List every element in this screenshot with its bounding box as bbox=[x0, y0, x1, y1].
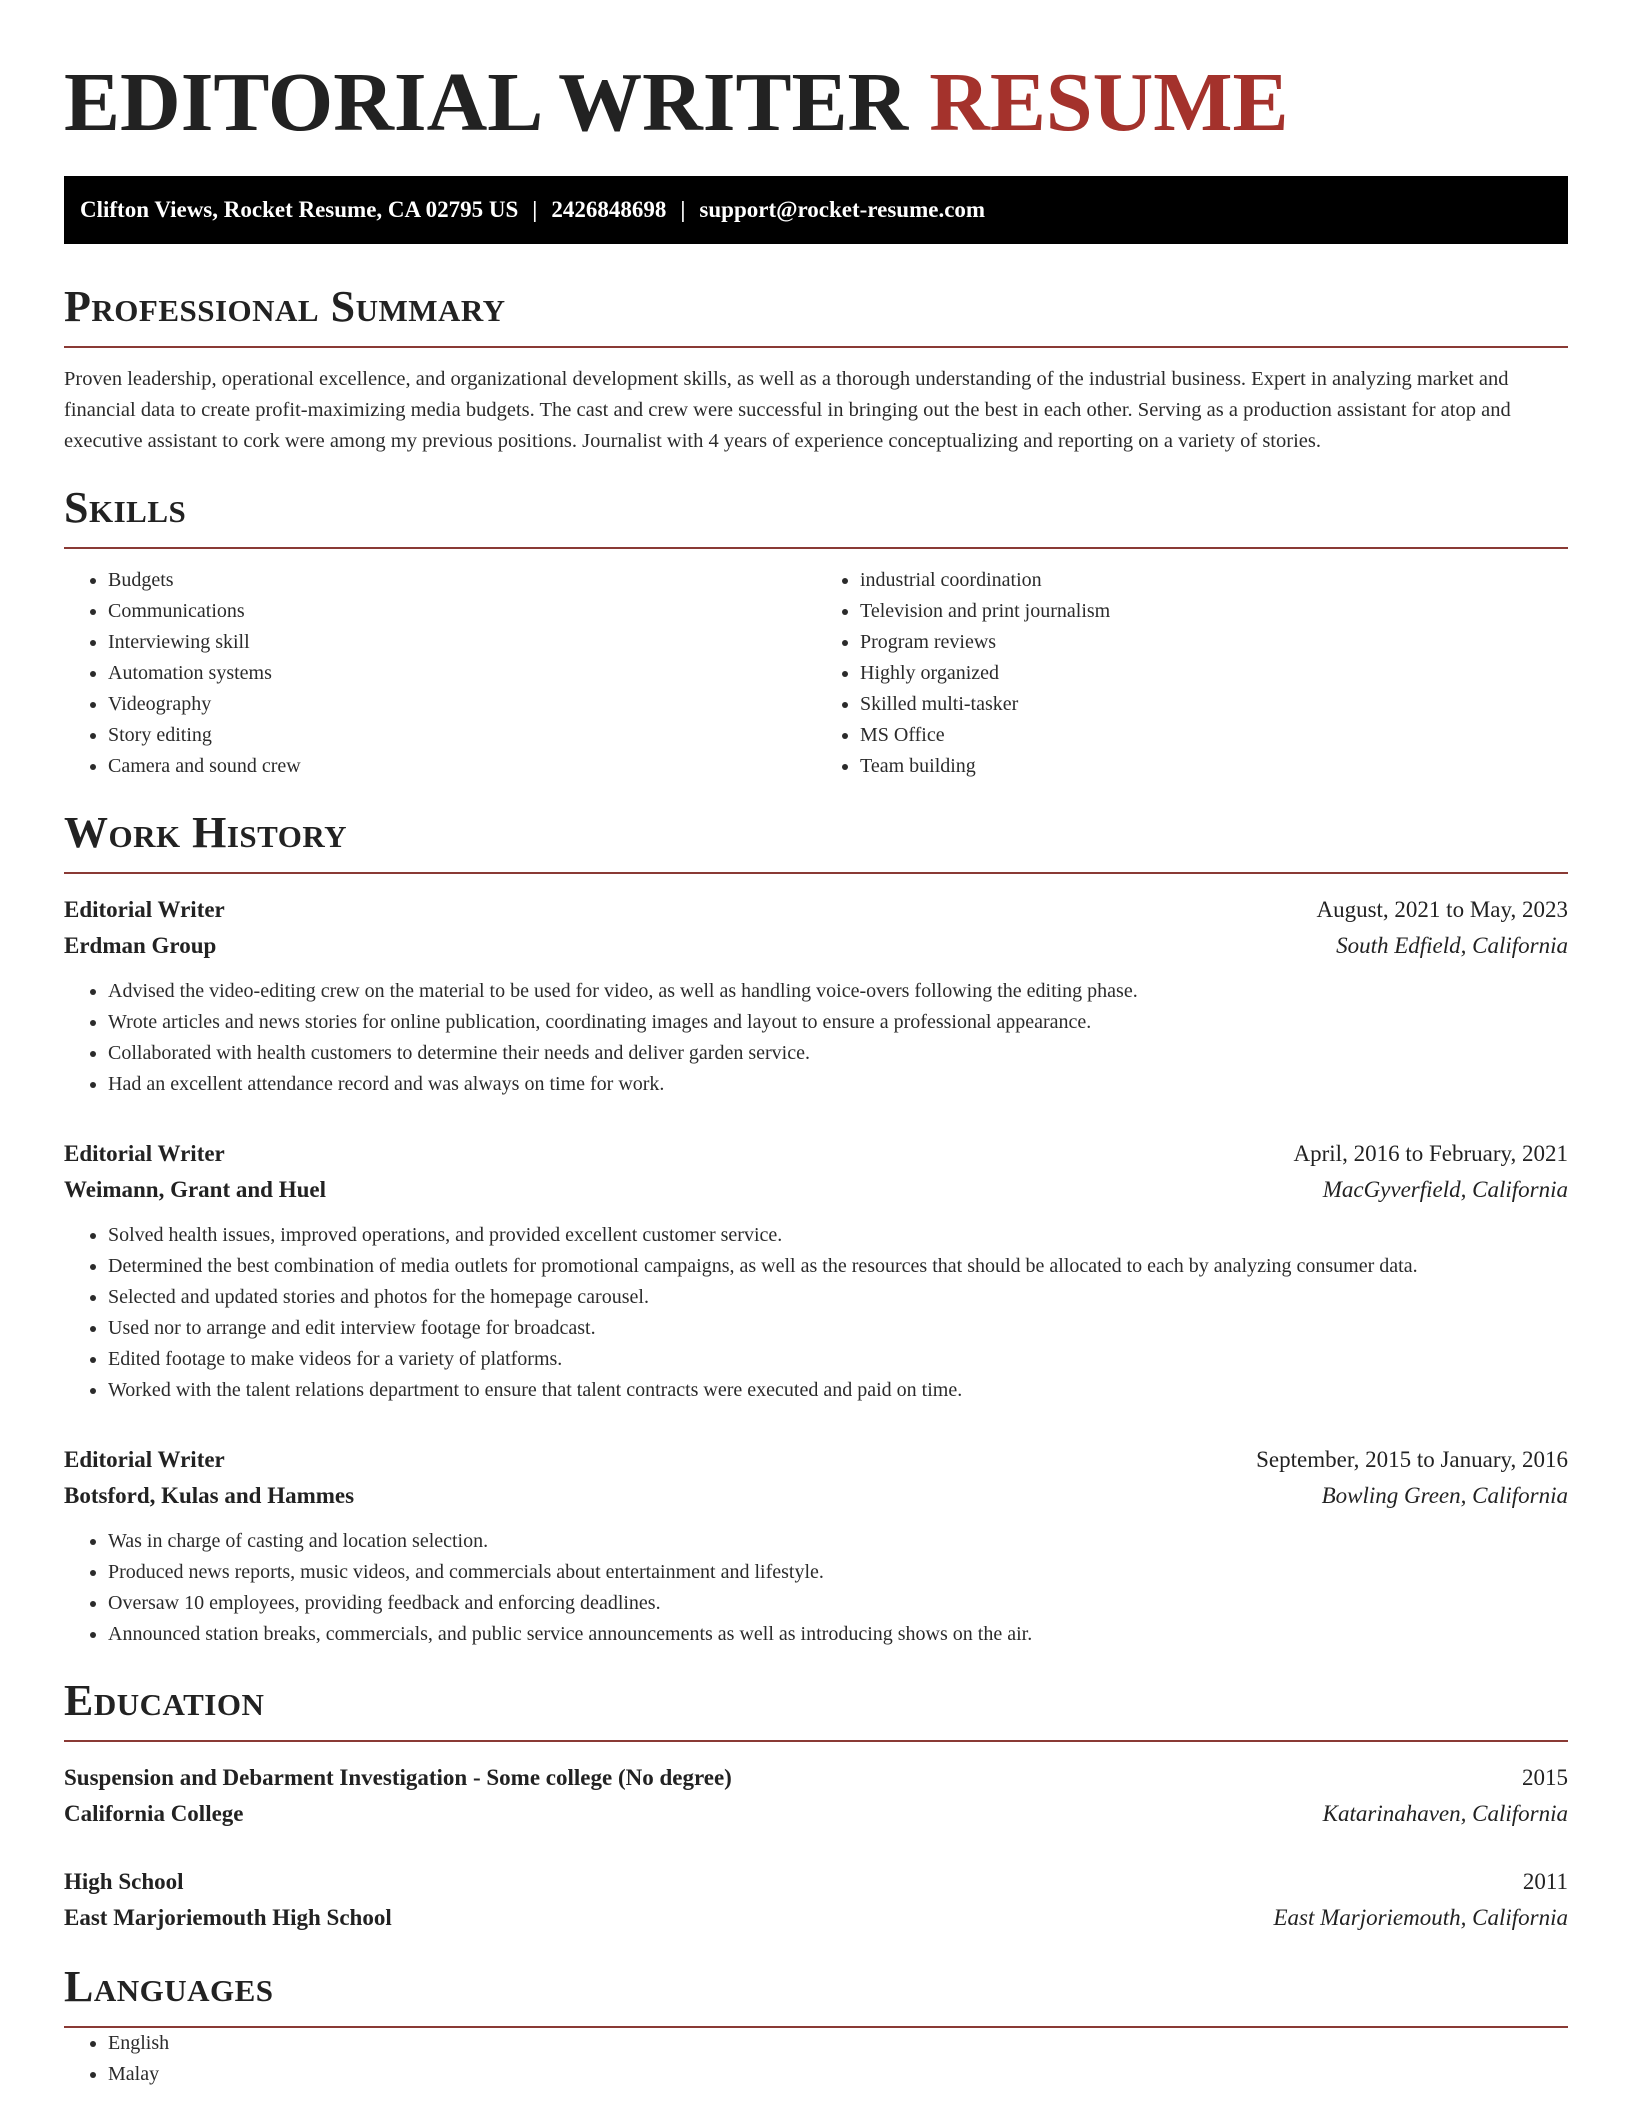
skills-list-right bbox=[816, 565, 1568, 782]
skill-item: • Budgets bbox=[108, 565, 816, 596]
skill-item: • industrial coordination bbox=[860, 565, 1568, 596]
job-bullet: • Collaborated with health customers to determine their needs and deliver garden service. bbox=[108, 1038, 1568, 1069]
job-bullet: • Was in charge of casting and location selection. bbox=[108, 1526, 1568, 1557]
job-bullet: • Selected and updated stories and photos for the homepage carousel. bbox=[108, 1282, 1568, 1313]
resume-title bbox=[64, 0, 1568, 176]
job-bullet: • Used nor to arrange and edit interview footage for broadcast. bbox=[108, 1313, 1568, 1344]
education-degree-row bbox=[64, 1864, 1568, 1900]
language-item: • English bbox=[108, 2028, 1568, 2059]
job-title-row bbox=[64, 1442, 1568, 1478]
education-entry bbox=[64, 1864, 1568, 1936]
section-heading-education: Education bbox=[64, 1676, 1568, 1742]
job-bullet: • Oversaw 10 employees, providing feedback and enforcing deadlines. bbox=[108, 1588, 1568, 1619]
skills-columns bbox=[64, 565, 1568, 782]
job-entry bbox=[64, 892, 1568, 1100]
education-school-row bbox=[64, 1900, 1568, 1936]
job-company-row bbox=[64, 1478, 1568, 1514]
job-company-row bbox=[64, 928, 1568, 964]
job-company: Erdman Group bbox=[64, 933, 217, 958]
contact-separator: | bbox=[680, 197, 686, 222]
education-degree: High School bbox=[64, 1869, 184, 1894]
job-dates: August, 2021 to May, 2023 bbox=[1316, 897, 1568, 922]
contact-email: support@rocket-resume.com bbox=[699, 197, 986, 222]
education-degree-row bbox=[64, 1760, 1568, 1796]
job-company: Botsford, Kulas and Hammes bbox=[64, 1483, 355, 1508]
job-dates: September, 2015 to January, 2016 bbox=[1256, 1447, 1568, 1472]
education-year: 2015 bbox=[1522, 1765, 1568, 1790]
job-location: South Edfield, California bbox=[1336, 933, 1568, 958]
contact-address: Clifton Views, Rocket Resume, CA 02795 US bbox=[80, 197, 519, 222]
section-heading-skills: Skills bbox=[64, 483, 1568, 549]
skill-item: • Program reviews bbox=[860, 627, 1568, 658]
contact-separator: | bbox=[532, 197, 538, 222]
education-location: East Marjoriemouth, California bbox=[1273, 1905, 1568, 1930]
education-school-row bbox=[64, 1796, 1568, 1832]
job-bullet: • Had an excellent attendance record and was always on time for work. bbox=[108, 1069, 1568, 1100]
job-bullet: • Edited footage to make videos for a variety of platforms. bbox=[108, 1344, 1568, 1375]
job-bullet: • Produced news reports, music videos, and commercials about entertainment and lifestyle. bbox=[108, 1557, 1568, 1588]
job-bullet: • Announced station breaks, commercials, and public service announcements as well as introducing shows on the air. bbox=[108, 1619, 1568, 1650]
contact-phone: 2426848698 bbox=[551, 197, 667, 222]
skill-item: • Videography bbox=[108, 689, 816, 720]
skill-item: • Team building bbox=[860, 751, 1568, 782]
language-item: • Malay bbox=[108, 2059, 1568, 2090]
education-entry bbox=[64, 1760, 1568, 1832]
section-heading-summary: Professional Summary bbox=[64, 282, 1568, 348]
job-bullet: • Wrote articles and news stories for online publication, coordinating images and layout to ensure a professional appearance. bbox=[108, 1007, 1568, 1038]
job-location: Bowling Green, California bbox=[1321, 1483, 1568, 1508]
section-heading-languages: Languages bbox=[64, 1962, 1568, 2028]
job-dates: April, 2016 to February, 2021 bbox=[1293, 1141, 1568, 1166]
education-degree: Suspension and Debarment Investigation - Some college (No degree) bbox=[64, 1765, 732, 1790]
job-title-row bbox=[64, 892, 1568, 928]
skill-item: • Highly organized bbox=[860, 658, 1568, 689]
education-school: East Marjoriemouth High School bbox=[64, 1905, 392, 1930]
job-entry bbox=[64, 1136, 1568, 1406]
skill-item: • Story editing bbox=[108, 720, 816, 751]
education-year: 2011 bbox=[1522, 1869, 1568, 1894]
skill-item: • Skilled multi-tasker bbox=[860, 689, 1568, 720]
skills-list-left bbox=[64, 565, 816, 782]
skill-item: • Interviewing skill bbox=[108, 627, 816, 658]
job-title: Editorial Writer bbox=[64, 1141, 225, 1166]
section-heading-work-history: Work History bbox=[64, 808, 1568, 874]
summary-text: Proven leadership, operational excellence, and organizational development skills, as well as a thorough understanding of the industrial business. Expert in analyzing market and financial data to create profit-maximizing media budgets. The cast and crew were successful in bringing out the best in each other. Serving as a production assistant for atop and executive assistant to cork were among my previous positions. Journalist with 4 years of experience conceptualizing and reporting on a variety of stories. bbox=[64, 368, 1511, 452]
skill-item: • Television and print journalism bbox=[860, 596, 1568, 627]
job-location: MacGyverfield, California bbox=[1322, 1177, 1568, 1202]
title-main: EDITORIAL WRITER bbox=[64, 56, 909, 149]
job-bullet: • Worked with the talent relations department to ensure that talent contracts were executed and paid on time. bbox=[108, 1375, 1568, 1406]
job-title: Editorial Writer bbox=[64, 1447, 225, 1472]
job-entry bbox=[64, 1442, 1568, 1650]
languages-list bbox=[64, 2028, 1568, 2090]
job-bullet: • Advised the video-editing crew on the material to be used for video, as well as handling voice-overs following the editing phase. bbox=[108, 976, 1568, 1007]
education-location: Katarinahaven, California bbox=[1322, 1801, 1568, 1826]
contact-bar bbox=[64, 176, 1568, 244]
job-company: Weimann, Grant and Huel bbox=[64, 1177, 326, 1202]
title-accent: RESUME bbox=[929, 56, 1289, 149]
job-title-row bbox=[64, 1136, 1568, 1172]
job-title: Editorial Writer bbox=[64, 897, 225, 922]
job-bullets bbox=[64, 1526, 1568, 1650]
job-bullets bbox=[64, 1220, 1568, 1406]
job-bullet: • Determined the best combination of media outlets for promotional campaigns, as well as the resources that should be allocated to each by analyzing consumer data. bbox=[108, 1251, 1568, 1282]
job-bullet: • Solved health issues, improved operations, and provided excellent customer service. bbox=[108, 1220, 1568, 1251]
education-school: California College bbox=[64, 1801, 244, 1826]
skill-item: • Automation systems bbox=[108, 658, 816, 689]
job-company-row bbox=[64, 1172, 1568, 1208]
skill-item: • Camera and sound crew bbox=[108, 751, 816, 782]
skill-item: • MS Office bbox=[860, 720, 1568, 751]
skill-item: • Communications bbox=[108, 596, 816, 627]
job-bullets bbox=[64, 976, 1568, 1100]
